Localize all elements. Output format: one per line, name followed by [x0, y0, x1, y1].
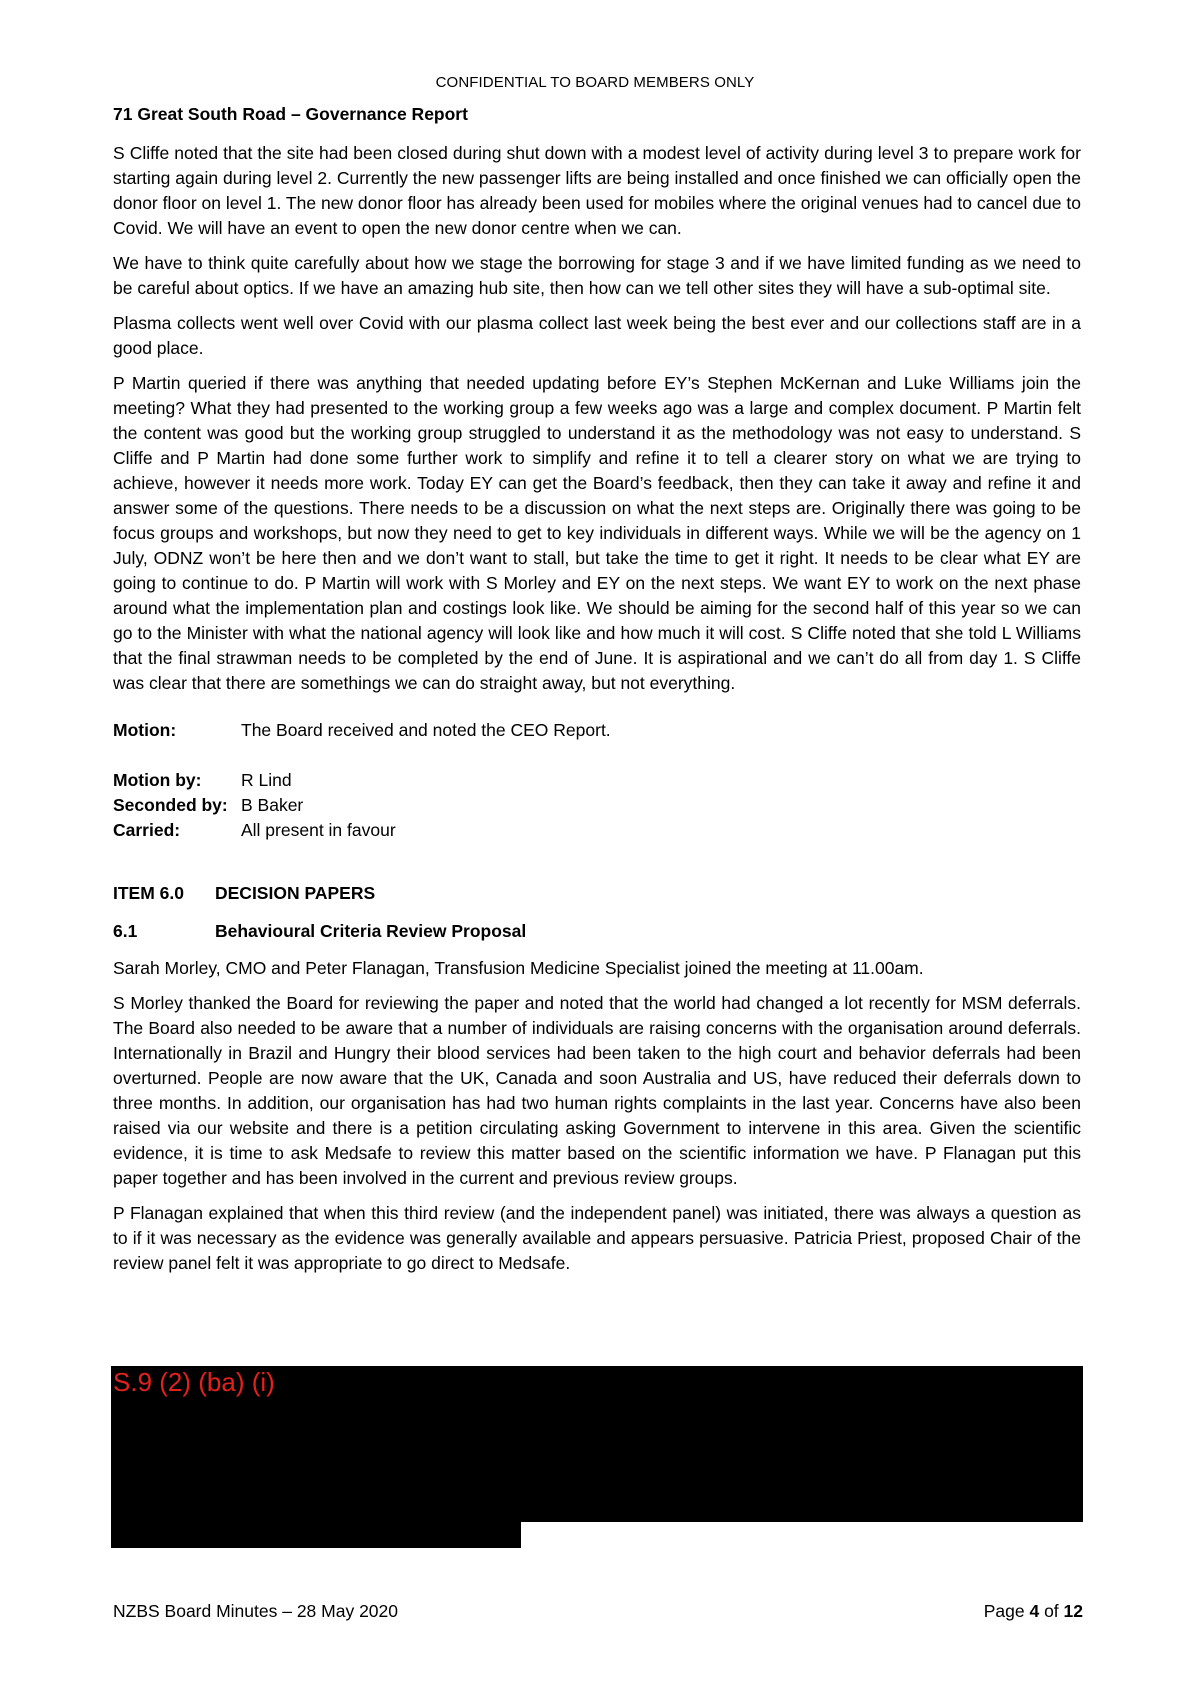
- motion-text: The Board received and noted the CEO Report.: [241, 720, 611, 740]
- carried-row: [113, 818, 1081, 843]
- paragraph: S Cliffe noted that the site had been closed during shut down with a modest level of activity during level 3 to prepare work for starting again during level 2. Currently the new passenger lifts are being installed and once finished we can officially open the donor floor on level 1. The new donor floor has already been used for mobiles where the original venues had to cancel due to Covid. We will have an event to open the new donor centre when we can.: [113, 143, 1081, 238]
- page-content: [113, 102, 1081, 1286]
- seconded-by-label: Seconded by:: [113, 795, 228, 815]
- motion-by-row: [113, 768, 1081, 793]
- paragraph: S Morley thanked the Board for reviewing the paper and noted that the world had changed a lot recently for MSM deferrals. The Board also needed to be aware that a number of individuals are raising concerns with the organisation around deferrals. Internationally in Brazil and Hungry their blood services had been taken to the high court and behavior deferrals had been overturned. People are now aware that the UK, Canada and soon Australia and US, have reduced their deferrals down to three months. In addition, our organisation has had two human rights complaints in the last year. Concerns have also been raised via our website and there is a petition circulating asking Government to intervene in this area. Given the scientific evidence, it is time to ask Medsafe to review this matter based on the scientific information we have. P Flanagan put this paper together and has been involved in the current and previous review groups.: [113, 993, 1081, 1188]
- item-heading: [113, 881, 1081, 906]
- redaction-block-tail: [111, 1520, 521, 1548]
- paragraph: P Martin queried if there was anything that needed updating before EY’s Stephen McKernan and Luke Williams join the meeting? What they had presented to the working group a few weeks ago was a large and complex document. P Martin felt the content was good but the working group struggled to understand it as the methodology was not easy to understand. S Cliffe and P Martin had done some further work to simplify and refine it to tell a clearer story on what we are trying to achieve, however it needs more work. Today EY can get the Board’s feedback, then they can take it away and refine it and answer some of the questions. There needs to be a discussion on what the next steps are. Originally there was going to be focus groups and workshops, but now they need to get to key individuals in different ways. While we will be the agency on 1 July, ODNZ won’t be here then and we don’t want to stall, but take the time to get it right. It needs to be clear what EY are going to continue to do. P Martin will work with S Morley and EY on the next steps. We want EY to work on the next phase around what the implementation plan and costings look like. We should be aiming for the second half of this year so we can go to the Minister with what the national agency will look like and how much it will cost. S Cliffe noted that she told L Williams that the final strawman needs to be completed by the end of June. It is aspirational and we can’t do all from day 1. S Cliffe was clear that there are somethings we can do straight away, but not everything.: [113, 373, 1081, 693]
- footer-document-title: NZBS Board Minutes – 28 May 2020: [113, 1601, 399, 1621]
- sub-item-number: 6.1: [113, 921, 138, 941]
- sub-item-title: Behavioural Criteria Review Proposal: [215, 921, 527, 941]
- item-title: DECISION PAPERS: [215, 883, 376, 903]
- paragraph: Sarah Morley, CMO and Peter Flanagan, Transfusion Medicine Specialist joined the meeting at 11.00am.: [113, 958, 924, 978]
- paragraph: We have to think quite carefully about how we stage the borrowing for stage 3 and if we have limited funding as we need to be careful about optics. If we have an amazing hub site, then how can we tell other sites they will have a sub-optimal site.: [113, 253, 1081, 298]
- seconded-by-row: [113, 793, 1081, 818]
- carried-label: Carried:: [113, 820, 181, 840]
- motion-block: [113, 718, 1081, 843]
- footer-page-number: Page 4 of 12: [983, 1601, 1083, 1621]
- motion-label: Motion:: [113, 720, 177, 740]
- seconded-by-value: B Baker: [241, 795, 304, 815]
- motion-by-label: Motion by:: [113, 770, 202, 790]
- item-number: ITEM 6.0: [113, 883, 184, 903]
- motion-row: [113, 718, 1081, 743]
- sub-item-heading: [113, 919, 1081, 944]
- section-title: 71 Great South Road – Governance Report: [113, 104, 468, 124]
- paragraph: Plasma collects went well over Covid with our plasma collect last week being the best ever and our collections staff are in a good place.: [113, 313, 1081, 358]
- paragraph: P Flanagan explained that when this third review (and the independent panel) was initiated, there was always a question as to if it was necessary as the evidence was generally available and appears persuasive. Patricia Priest, proposed Chair of the review panel felt it was appropriate to go direct to Medsafe.: [113, 1203, 1081, 1273]
- redaction-label: S.9 (2) (ba) (i): [113, 1367, 275, 1397]
- carried-value: All present in favour: [241, 820, 396, 840]
- motion-by-value: R Lind: [241, 770, 292, 790]
- confidential-header: CONFIDENTIAL TO BOARD MEMBERS ONLY: [435, 74, 755, 91]
